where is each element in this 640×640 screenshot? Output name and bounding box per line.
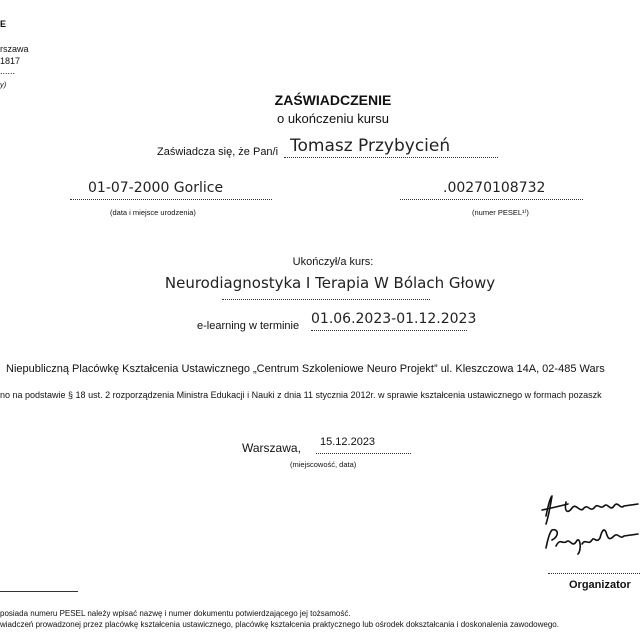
organizer-line: Niepubliczną Placówkę Kształcenia Ustawicznego „Centrum Szkoleniowe Neuro Projekt” ul. Kleszczowa 14A, 02-485 Wars xyxy=(6,363,605,375)
term-underline xyxy=(311,330,467,331)
header-line-4: ...... xyxy=(0,66,16,76)
date-underline xyxy=(316,453,411,454)
certify-label: Zaświadcza się, że Pan/i xyxy=(157,146,279,158)
footnote-1: posiada numeru PESEL należy wpisać nazwę i numer dokumentu potwierdzającego jej tożsamość. xyxy=(0,609,351,618)
document-subtitle: o ukończeniu kursu xyxy=(276,111,389,126)
birth-underline xyxy=(70,199,272,200)
person-name: Tomasz Przybycień xyxy=(290,136,451,156)
pesel-value: .00270108732 xyxy=(443,180,546,196)
place-label: Warszawa, xyxy=(242,441,301,455)
document-title: ZAŚWIADCZENIE xyxy=(274,92,392,108)
organizer-caption: Organizator xyxy=(569,579,631,591)
name-underline xyxy=(284,157,498,158)
signature-image xyxy=(538,488,640,558)
date-caption: (miejscowość, data) xyxy=(290,460,357,469)
legal-basis-line: no na podstawie § 18 ust. 2 rozporządzenia Ministra Edukacji i Nauki z dnia 11 stycznia 2012r. w sprawie kształcenia ustawicznego w formach pozaszk xyxy=(0,390,602,400)
footnote-separator xyxy=(0,591,78,592)
pesel-underline xyxy=(400,199,583,200)
birth-value: 01-07-2000 Gorlice xyxy=(88,180,224,196)
signature-bottom-stroke xyxy=(546,530,638,554)
signature-top-stroke xyxy=(542,496,638,524)
header-line-2: rszawa xyxy=(0,44,29,54)
course-underline xyxy=(222,299,430,300)
header-line-5: y) xyxy=(0,80,7,89)
term-label: e-learning w terminie xyxy=(197,320,300,332)
date-value: 15.12.2023 xyxy=(320,436,376,448)
pesel-caption: (numer PESEL¹⁾) xyxy=(472,208,529,217)
birth-caption: (data i miejsce urodzenia) xyxy=(110,208,196,217)
course-name: Neurodiagnostyka I Terapia W Bólach Głowy xyxy=(164,274,496,292)
course-label: Ukończył/a kurs: xyxy=(292,256,374,268)
organizer-underline xyxy=(548,573,640,574)
footnote-2: wiadczeń prowadzonej przez placówkę kształcenia ustawicznego, placówkę kształcenia praktycznego lub ośrodek dokształcania i doskonalenia zawodowego. xyxy=(0,620,559,629)
header-line-3: 1817 xyxy=(0,56,21,66)
header-line-1: E xyxy=(0,19,7,29)
term-value: 01.06.2023-01.12.2023 xyxy=(311,311,477,327)
